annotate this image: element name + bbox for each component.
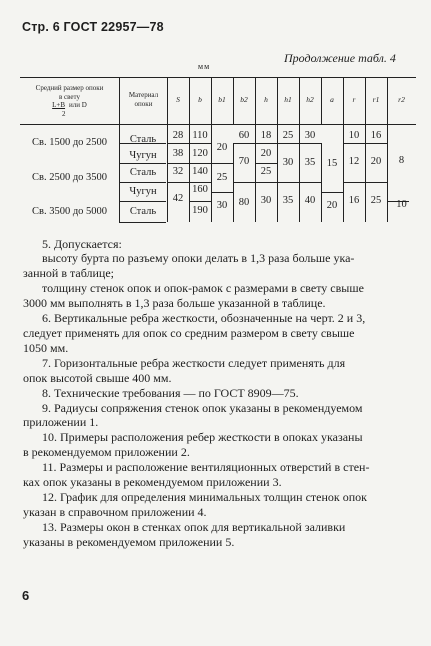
row-rule — [211, 163, 233, 164]
cell-b: 190 — [192, 205, 208, 216]
col-header-h1: h1 — [284, 95, 292, 104]
cell-h1: 30 — [282, 157, 294, 168]
cell-h: 20 — [260, 148, 272, 159]
cell-h2: 40 — [304, 195, 316, 206]
table-top-rule — [20, 77, 416, 78]
table-continuation-label: Продолжение табл. 4 — [284, 51, 396, 65]
item-11-line: 11. Размеры и расположение вентиляционных отверстий в стен- — [42, 460, 370, 474]
cell-h2: 35 — [304, 157, 316, 168]
row-rule — [321, 192, 343, 193]
row-rule — [343, 143, 365, 144]
item-10-line: в рекомендуемом приложении 2. — [23, 445, 190, 459]
col-header-b: b — [198, 95, 202, 104]
item-9-line: 9. Радиусы сопряжения стенок опок указаны в рекомендуемом — [42, 401, 363, 415]
cell-b2: 60 — [238, 130, 250, 141]
cell-s: 42 — [172, 193, 184, 204]
row-rule — [189, 163, 211, 164]
cell-s: 32 — [172, 166, 184, 177]
item-8: 8. Технические требования — по ГОСТ 8909—75. — [42, 386, 299, 400]
row-rule — [167, 163, 189, 164]
row-rule — [277, 182, 299, 183]
row-rule — [189, 143, 211, 144]
cell-b: 120 — [192, 148, 208, 159]
cell-s: 28 — [172, 130, 184, 141]
col-header-b1: b1 — [218, 95, 226, 104]
row-rule — [365, 182, 387, 183]
item-5-title: 5. Допускается: — [42, 237, 122, 251]
cell-r1: 16 — [370, 130, 382, 141]
item-7-line: опок высотой свыше 400 мм. — [23, 371, 172, 385]
cell-b1: 25 — [216, 172, 228, 183]
cell-b1: 20 — [216, 142, 228, 153]
cell-b2: 70 — [238, 156, 250, 167]
material-header: Материал опоки — [128, 91, 159, 108]
item-5-line: занной в таблице; — [23, 266, 115, 280]
item-6-line: 1050 мм. — [23, 341, 69, 355]
row-rule — [277, 143, 299, 144]
row-rule — [189, 182, 211, 183]
col-header-s: S — [176, 95, 180, 104]
size-cell: Св. 1500 до 2500 — [32, 137, 108, 148]
row-rule — [119, 163, 166, 164]
page-header: Стр. 6 ГОСТ 22957—78 — [22, 20, 164, 34]
item-5-line: высоту бурта по разъему опоки делать в 1,3 раза больше ука- — [42, 251, 355, 265]
item-7-line: 7. Горизонтальные ребра жесткости следует применять для — [42, 356, 346, 370]
material-cell: Сталь — [129, 167, 157, 178]
cell-h: 25 — [260, 166, 272, 177]
row-rule — [167, 182, 189, 183]
cell-r: 12 — [348, 156, 360, 167]
item-6-line: 6. Вертикальные ребра жесткости, обозначенные на черт. 2 и 3, — [42, 311, 366, 325]
size-header: Средний размер опоки в свету L+B или D 2 — [35, 84, 104, 118]
row-rule — [255, 163, 277, 164]
item-12-line: 12. График для определения минимальных толщин стенок опок — [42, 490, 367, 504]
cell-b: 160 — [192, 184, 208, 195]
size-cell: Св. 3500 до 5000 — [32, 206, 108, 217]
row-rule — [119, 182, 166, 183]
cell-r2: 10 — [396, 199, 407, 210]
row-rule — [343, 182, 365, 183]
item-5-line: 3000 мм выполнять в 1,3 раза больше указанной в таблице. — [23, 296, 326, 310]
col-header-h: h — [264, 95, 268, 104]
row-rule — [299, 182, 321, 183]
unit-label: мм — [198, 62, 211, 71]
col-header-r1: r1 — [372, 95, 380, 104]
cell-h1: 25 — [282, 130, 294, 141]
item-12-line: указан в справочном приложении 4. — [23, 505, 207, 519]
cell-h1: 35 — [282, 195, 294, 206]
row-rule — [233, 143, 255, 144]
item-13-line: указаны в рекомендуемом приложении 5. — [23, 535, 235, 549]
material-cell: Сталь — [129, 134, 157, 145]
cell-r1: 20 — [370, 156, 382, 167]
cell-r2: 8 — [398, 155, 405, 166]
cell-divider — [233, 143, 234, 222]
cell-r: 16 — [348, 195, 360, 206]
cell-a: 15 — [326, 158, 338, 169]
item-13-line: 13. Размеры окон в стенках опок для вертикальной заливки — [42, 520, 346, 534]
row-rule — [119, 222, 166, 223]
material-cell: Сталь — [129, 206, 157, 217]
cell-b1: 30 — [216, 200, 228, 211]
row-rule — [365, 143, 387, 144]
item-6-line: следует применять для опок со средним размером в свету свыше — [23, 326, 355, 340]
item-5-line: толщину стенок опок и опок-рамок с размерами в свету свыше — [42, 281, 364, 295]
cell-a: 20 — [326, 200, 338, 211]
col-header-a: a — [330, 95, 334, 104]
row-rule — [255, 182, 277, 183]
size-cell: Св. 2500 до 3500 — [32, 172, 108, 183]
cell-b: 110 — [192, 130, 208, 141]
table-header-rule — [20, 124, 416, 125]
cell-b2: 80 — [238, 197, 250, 208]
row-rule — [255, 143, 277, 144]
cell-h: 18 — [260, 130, 272, 141]
row-rule — [119, 201, 166, 202]
cell-h: 30 — [260, 195, 272, 206]
cell-r1: 25 — [370, 195, 382, 206]
page-number: 6 — [22, 588, 30, 603]
material-cell: Чугун — [129, 186, 157, 197]
col-header-r2: r2 — [398, 95, 405, 104]
item-9-line: приложении 1. — [23, 415, 99, 429]
cell-b: 140 — [192, 166, 208, 177]
row-rule — [299, 143, 321, 144]
item-11-line: ках опок указаны в рекомендуемом приложении 3. — [23, 475, 282, 489]
row-rule — [189, 201, 211, 202]
cell-h2: 30 — [304, 130, 316, 141]
item-10-line: 10. Примеры расположения ребер жесткости в опоках указаны — [42, 430, 363, 444]
material-cell: Чугун — [129, 150, 157, 161]
cell-r: 10 — [348, 130, 360, 141]
col-header-b2: b2 — [240, 95, 248, 104]
row-rule — [211, 192, 233, 193]
row-rule — [167, 143, 189, 144]
cell-s: 38 — [172, 148, 184, 159]
row-rule — [233, 182, 255, 183]
col-header-h2: h2 — [306, 95, 314, 104]
col-header-r: r — [352, 95, 356, 104]
